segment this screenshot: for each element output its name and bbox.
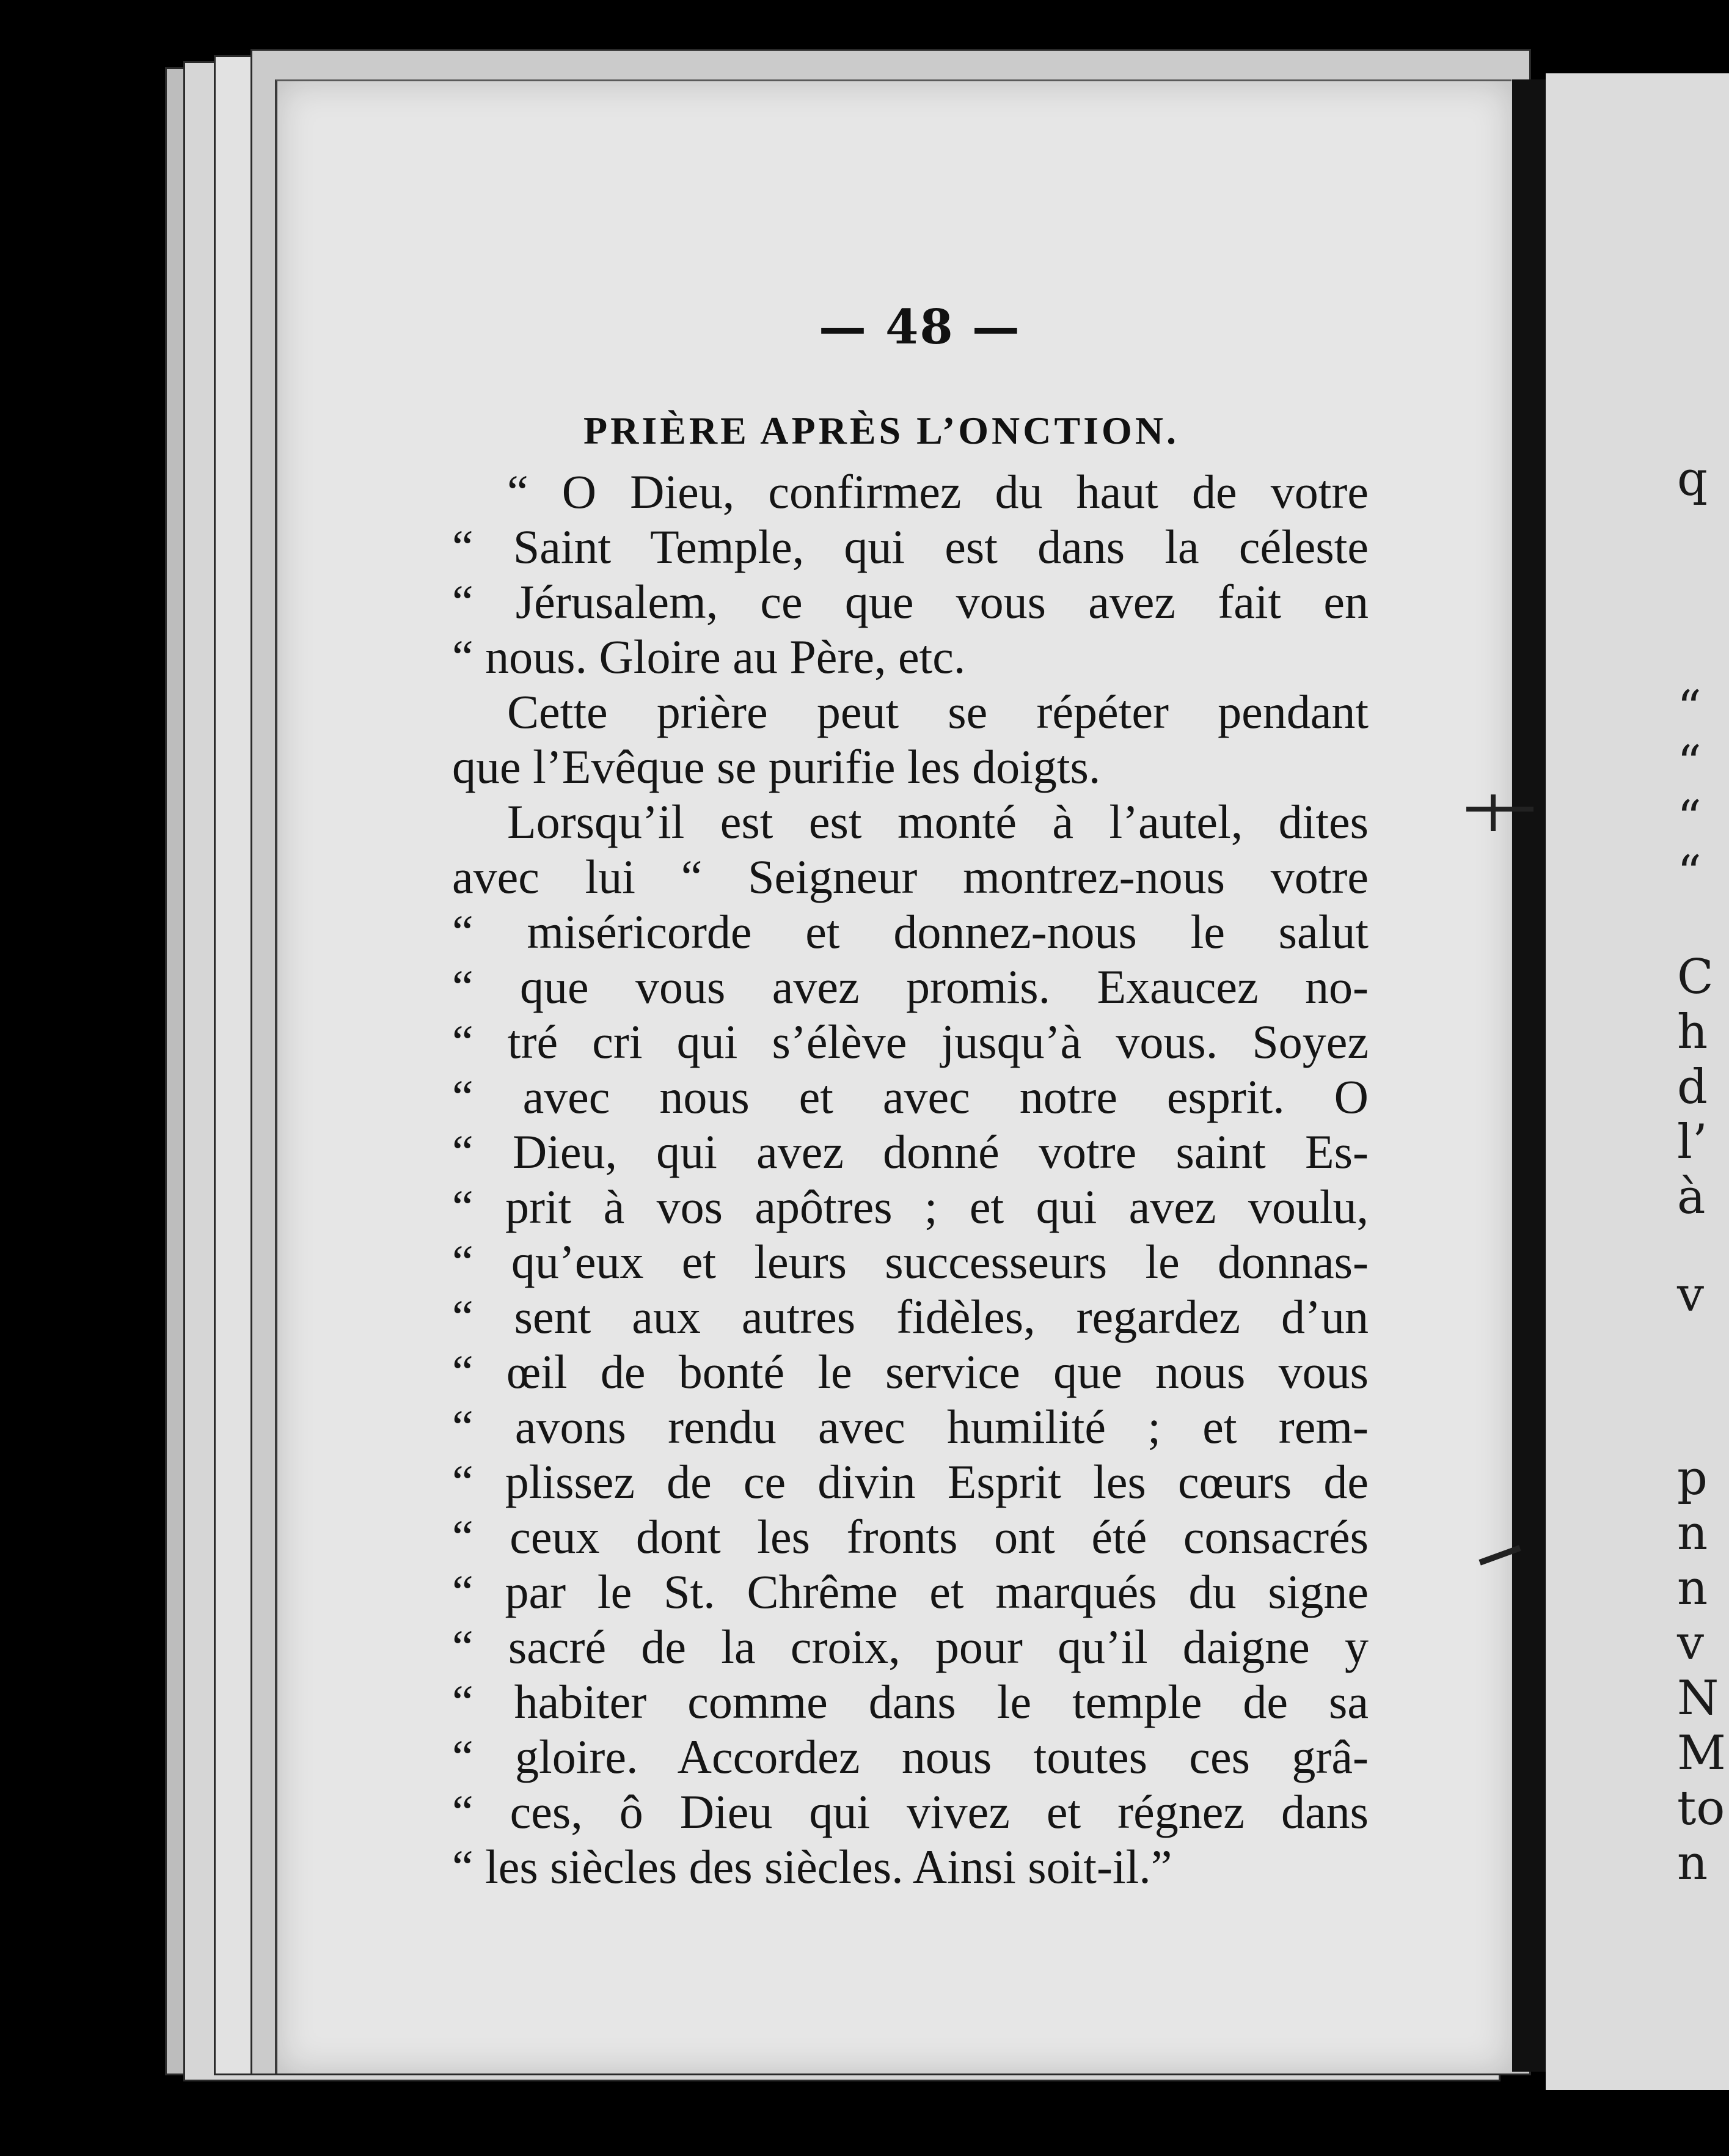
facing-page-fragment: n: [1677, 1561, 1708, 1616]
facing-page-fragment: n: [1677, 1836, 1708, 1891]
facing-page-fragment: n: [1677, 1506, 1708, 1561]
text-line: “ ces, ô Dieu qui vivez et régnez dans: [452, 1785, 1369, 1838]
text-line: “ que vous avez promis. Exaucez no-: [452, 960, 1369, 1013]
text-line: “ avons rendu avec humilité ; et rem-: [452, 1400, 1369, 1453]
facing-page-fragment: l’: [1677, 1115, 1708, 1170]
facing-page-fragment: C: [1677, 950, 1714, 1005]
text-line: “ les siècles des siècles. Ainsi soit-il.”: [452, 1840, 1172, 1893]
text-line: “ tré cri qui s’élève jusqu’à vous. Soyez: [452, 1015, 1369, 1068]
text-line: “ Jérusalem, ce que vous avez fait en: [452, 575, 1369, 628]
facing-page-fragment: “: [1677, 791, 1702, 846]
facing-page-fragment: M: [1677, 1726, 1726, 1781]
scan-mark: [1466, 807, 1533, 812]
text-line: “ œil de bonté le service que nous vous: [452, 1345, 1369, 1398]
text-line: “ Dieu, qui avez donné votre saint Es-: [452, 1125, 1369, 1178]
text-line: avec lui “ Seigneur montrez-nous votre: [452, 850, 1369, 903]
text-line: “ prit à vos apôtres ; et qui avez voulu,: [452, 1180, 1369, 1233]
text-line: que l’Evêque se purifie les doigts.: [452, 740, 1101, 793]
facing-page-fragment: “: [1677, 736, 1702, 791]
text-line: “ qu’eux et leurs successeurs le donnas-: [452, 1235, 1369, 1288]
text-line: “ plissez de ce divin Esprit les cœurs de: [452, 1455, 1369, 1508]
scan-mark: [1491, 794, 1496, 831]
facing-page-fragment: p: [1677, 1451, 1708, 1506]
text-line: “ ceux dont les fronts ont été consacrés: [452, 1510, 1369, 1563]
facing-page-fragment: à: [1677, 1170, 1706, 1225]
text-line: “ sent aux autres fidèles, regardez d’un: [452, 1290, 1369, 1343]
text-line: “ miséricorde et donnez-nous le salut: [452, 905, 1369, 958]
facing-page-fragment: “: [1677, 846, 1702, 901]
page-number: — 48 —: [819, 299, 1021, 355]
facing-page-fragment: q: [1677, 452, 1708, 507]
facing-page-fragment: N: [1677, 1671, 1719, 1726]
prayer-heading: PRIÈRE APRÈS L’ONCTION.: [583, 409, 1180, 452]
text-line: “ sacré de la croix, pour qu’il daigne y: [452, 1620, 1369, 1673]
text-line: “ par le St. Chrême et marqués du signe: [452, 1565, 1369, 1618]
facing-page-fragment: h: [1677, 1005, 1708, 1060]
text-line: “ habiter comme dans le temple de sa: [452, 1675, 1369, 1728]
facing-page-fragment: to: [1677, 1781, 1725, 1836]
facing-page-fragment: v: [1677, 1616, 1705, 1671]
facing-page-fragment: v: [1677, 1267, 1705, 1322]
prayer-text: [452, 464, 1369, 1894]
text-line: “ Saint Temple, qui est dans la céleste: [452, 520, 1369, 573]
facing-page-fragment: “: [1677, 681, 1702, 736]
text-line: “ gloire. Accordez nous toutes ces grâ-: [452, 1730, 1369, 1783]
text-line: “ O Dieu, confirmez du haut de votre: [507, 465, 1369, 518]
text-line: Cette prière peut se répéter pendant: [507, 685, 1369, 738]
text-line: Lorsqu’il est est monté à l’autel, dites: [507, 795, 1369, 848]
text-line: “ avec nous et avec notre esprit. O: [452, 1070, 1369, 1123]
book-binding: [1512, 79, 1546, 2072]
facing-page-fragment: d: [1677, 1060, 1708, 1115]
text-line: “ nous. Gloire au Père, etc.: [452, 630, 966, 683]
